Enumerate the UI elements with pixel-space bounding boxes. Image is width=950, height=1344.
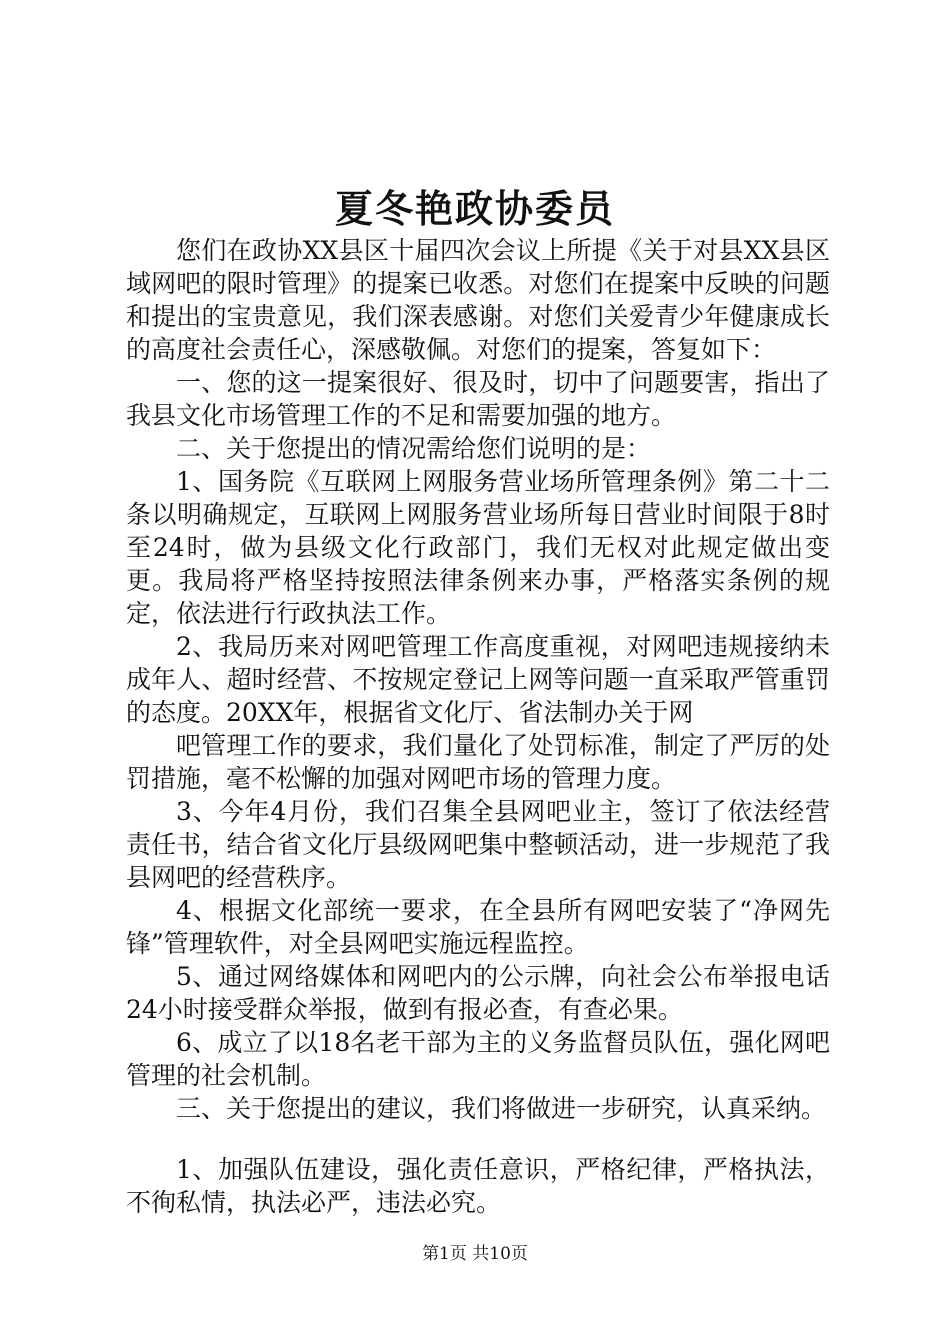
paragraph-point-2: 二、关于您提出的情况需给您们说明的是： — [176, 434, 652, 463]
paragraph-item-5: 5、通过网络媒体和网吧内的公示牌，向社会公布举报电话24小时接受群众举报，做到有报必查，有查必果。 — [126, 962, 830, 1024]
paragraph-item-3: 3、今年4月份，我们召集全县网吧业主，签订了依法经营责任书，结合省文化厅县级网吧集中整顿活动，进一步规范了我县网吧的经营秩序。 — [126, 797, 830, 892]
paragraph-point-1: 一、您的这一提案很好、很及时，切中了问题要害，指出了我县文化市场管理工作的不足和需要加强的地方。 — [126, 368, 830, 430]
paragraph-point-3: 三、关于您提出的建议，我们将做进一步研究，认真采纳。 — [176, 1094, 827, 1123]
page-footer: 第1页 共10页 — [422, 1244, 528, 1264]
paragraph-item-2: 2、我局历来对网吧管理工作高度重视，对网吧违规接纳未成年人、超时经营、不按规定登记上网等问题一直采取严管重罚的态度。20XX年，根据省文化厅、省法制办关于网 — [126, 632, 830, 727]
paragraph-item-6: 6、成立了以18名老干部为主的义务监督员队伍，强化网吧管理的社会机制。 — [126, 1028, 830, 1090]
document-body — [126, 234, 830, 1219]
paragraph-intro: 您们在政协XX县区十届四次会议上所提《关于对县XX县区域网吧的限时管理》的提案已收悉。对您们在提案中反映的问题和提出的宝贵意见，我们深表感谢。对您们关爱青少年健康成长的高度社会责任心，深感敬佩。对您们的提案，答复如下： — [126, 236, 830, 364]
paragraph-item-4: 4、根据文化部统一要求，在全县所有网吧安装了“净网先锋”管理软件，对全县网吧实施远程监控。 — [126, 896, 830, 958]
paragraph-item-2-continued: 吧管理工作的要求，我们量化了处罚标准，制定了严厉的处罚措施，毫不松懈的加强对网吧市场的管理力度。 — [126, 731, 830, 793]
paragraph-suggestion-1: 1、加强队伍建设，强化责任意识，严格纪律，严格执法，不徇私情，执法必严，违法必究。 — [126, 1155, 830, 1217]
paragraph-item-1: 1、国务院《互联网上网服务营业场所管理条例》第二十二条以明确规定，互联网上网服务营业场所每日营业时间限于8时至24时，做为县级文化行政部门，我们无权对此规定做出变更。我局将严格坚持按照法律条例来办事，严格落实条例的规定，依法进行行政执法工作。 — [126, 467, 830, 628]
document-title: 夏冬艳政协委员 — [334, 186, 615, 231]
